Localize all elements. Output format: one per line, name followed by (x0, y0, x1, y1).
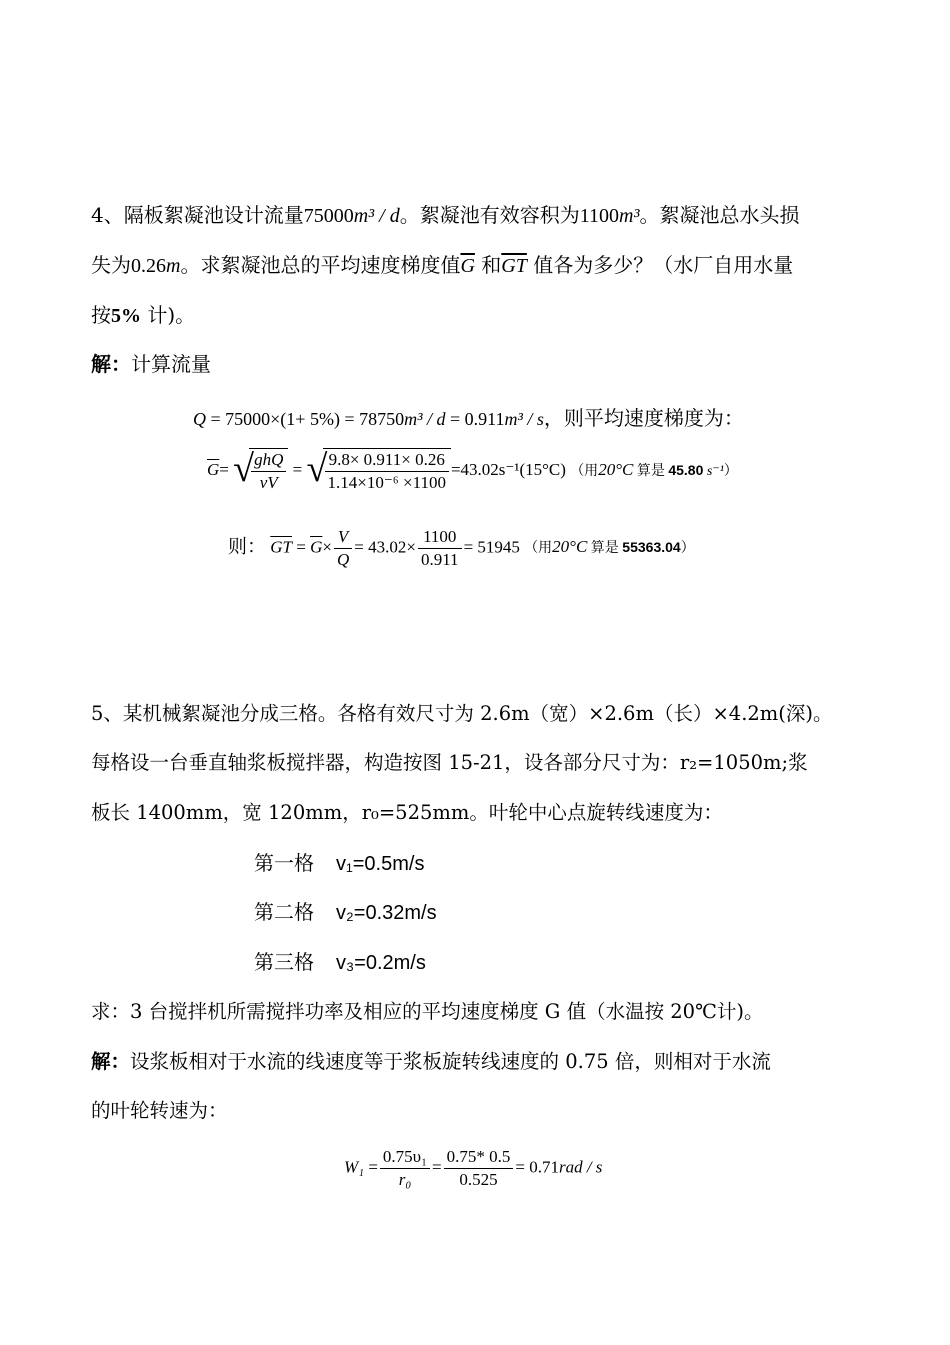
note-unit: s⁻¹ (706, 463, 724, 479)
q4-formula-gt (228, 526, 695, 571)
fraction-denominator: 1.14×10⁻⁶ ×1100 (327, 473, 446, 492)
fraction-denominator: r₀ (398, 1170, 412, 1189)
fraction-numerator: V (334, 526, 352, 549)
q4-text: 。絮凝池总水头损 (639, 203, 800, 227)
cell-value: v₃=0.2m/s (336, 952, 426, 974)
formula-note (570, 459, 738, 479)
q5-text: 5、某机械絮凝池分成三格。各格有效尺寸为 2.6m（宽）×2.6m（长）×4.2m(深)。 (91, 702, 833, 725)
q5-line-1 (91, 699, 833, 729)
note-text: 算是 (636, 463, 665, 479)
formula-eq: = (219, 459, 229, 479)
solution-text: 设浆板相对于水流的线速度等于浆板旋转线速度的 0.75 倍，则相对于水流 (130, 1050, 771, 1073)
q4-flow-unit: m³ / d (353, 205, 400, 227)
formula-expr: = 75000×(1+ 5%) = 78750 (210, 409, 405, 429)
solution-text: 的叶轮转速为： (91, 1099, 228, 1122)
q5-solution-line-2 (91, 1096, 228, 1126)
formula-text: ，则平均速度梯度为： (543, 406, 744, 430)
formula-g-symbol: $\overline{G}$ (207, 459, 220, 479)
q4-g-symbol: $\overline{G}$ (460, 255, 475, 277)
q4-text: 值各为多少？（水厂自用水量 (526, 253, 794, 277)
fraction-denominator: νV (259, 473, 278, 492)
note-text: 算是 (590, 541, 619, 557)
note-text: （用 (570, 463, 599, 479)
formula-eq: = 0.911 (450, 409, 505, 429)
q4-line-3 (91, 300, 195, 331)
solution-label: 解： (91, 1050, 131, 1073)
q4-text: 按 (91, 303, 111, 327)
q4-text: 计)。 (141, 303, 196, 327)
q5-cell-row (254, 897, 437, 928)
note-text: ） (723, 463, 738, 479)
q4-solution-line (91, 349, 211, 379)
q4-volume: 1100 (579, 205, 619, 227)
formula-unit: rad / s (558, 1157, 603, 1177)
fraction-numerator: ghQ (251, 449, 286, 472)
formula-label: 则： (228, 535, 267, 558)
q4-text: 4、隔板絮凝池设计流量 (91, 203, 304, 227)
formula-eq: = (296, 537, 306, 557)
solution-text: 计算流量 (131, 352, 211, 376)
q5-text: 每格设一台垂直轴浆板搅拌器，构造按图 15-21，设各部分尺寸为：r₂=1050m;浆 (91, 751, 808, 774)
cell-label: 第一格 (254, 851, 314, 875)
formula-times: × (322, 537, 332, 557)
q4-line-2 (91, 250, 793, 281)
q5-line-2 (91, 748, 808, 778)
formula-g-symbol: $\overline{G}$ (310, 537, 323, 557)
formula-result: = 51945 (463, 537, 520, 557)
q4-volume-unit: m³ (619, 205, 640, 227)
cell-label: 第二格 (254, 900, 314, 924)
note-text: ） (680, 541, 695, 557)
note-value: 55363.04 (622, 539, 681, 556)
note-temp: 20°C (598, 459, 634, 479)
q4-percent: 5% (111, 305, 141, 327)
q4-gt-symbol: $\overline{GT}$ (501, 255, 527, 277)
formula-result: =43.02s⁻¹(15°C) (450, 459, 566, 479)
q4-text: 。求絮凝池总的平均速度梯度值 (180, 253, 461, 277)
formula-unit: m³ / s (504, 409, 544, 429)
q5-line-3 (91, 798, 723, 828)
note-value: 45.80 (668, 461, 704, 478)
solution-label: 解： (91, 352, 131, 376)
fraction-numerator: 0.75* 0.5 (444, 1146, 514, 1169)
q4-text: 和 (474, 253, 502, 277)
formula-q: Q (193, 409, 206, 429)
fraction-denominator: 0.525 (459, 1170, 498, 1189)
cell-value: v₁=0.5m/s (336, 853, 425, 875)
formula-eq: = (432, 1157, 442, 1177)
q5-cell-row (254, 848, 424, 879)
q4-line-1 (91, 200, 799, 231)
q5-cell-row (254, 947, 426, 978)
fraction-denominator: Q (336, 550, 350, 569)
q5-text: 板长 1400mm，宽 120mm，r₀=525mm。叶轮中心点旋转线速度为： (91, 801, 723, 824)
fraction-numerator: 1100 (418, 526, 462, 549)
formula-eq: = (368, 1157, 378, 1177)
q4-headloss: 0.26 (131, 255, 166, 277)
cell-value: v₂=0.32m/s (336, 902, 437, 924)
formula-eq: = 43.02× (354, 537, 416, 557)
formula-note (524, 537, 695, 557)
fraction-numerator: 9.8× 0.911× 0.26 (325, 449, 449, 472)
cell-label: 第三格 (254, 950, 314, 974)
formula-w-symbol: W₁ (344, 1157, 365, 1177)
sqrt-symbol: √ $\frac{9.8\times 0.911\times 0.26}{\text{1.14×10⁻⁶ ×1100}}$ (307, 448, 451, 494)
formula-eq: = (292, 459, 303, 479)
fraction-numerator: 0.75υ₁ (380, 1146, 430, 1169)
sqrt-symbol: √ $\frac{\text{ghQ}}{\nu V}$ (233, 448, 288, 494)
q5-formula-w (344, 1146, 602, 1191)
q5-text: 求：3 台搅拌机所需搅拌功率及相应的平均速度梯度 G 值（水温按 20℃计)。 (91, 1000, 764, 1023)
formula-result: = 0.71 (515, 1157, 559, 1177)
q5-question (91, 997, 764, 1027)
note-temp: 20°C (552, 537, 588, 557)
q4-formula-g (207, 448, 738, 494)
formula-unit: m³ / d (404, 409, 446, 429)
q4-text: 失为 (91, 253, 131, 277)
q4-headloss-unit: m (166, 255, 181, 277)
formula-gt-symbol: $\overline{GT}$ (270, 537, 292, 557)
q4-formula-flow (193, 402, 744, 431)
note-text: （用 (524, 541, 553, 557)
fraction-denominator: 0.911 (420, 550, 459, 569)
q4-text: 。絮凝池有效容积为 (399, 203, 580, 227)
q5-solution-line (91, 1047, 771, 1077)
q4-flow: 75000 (303, 205, 354, 227)
